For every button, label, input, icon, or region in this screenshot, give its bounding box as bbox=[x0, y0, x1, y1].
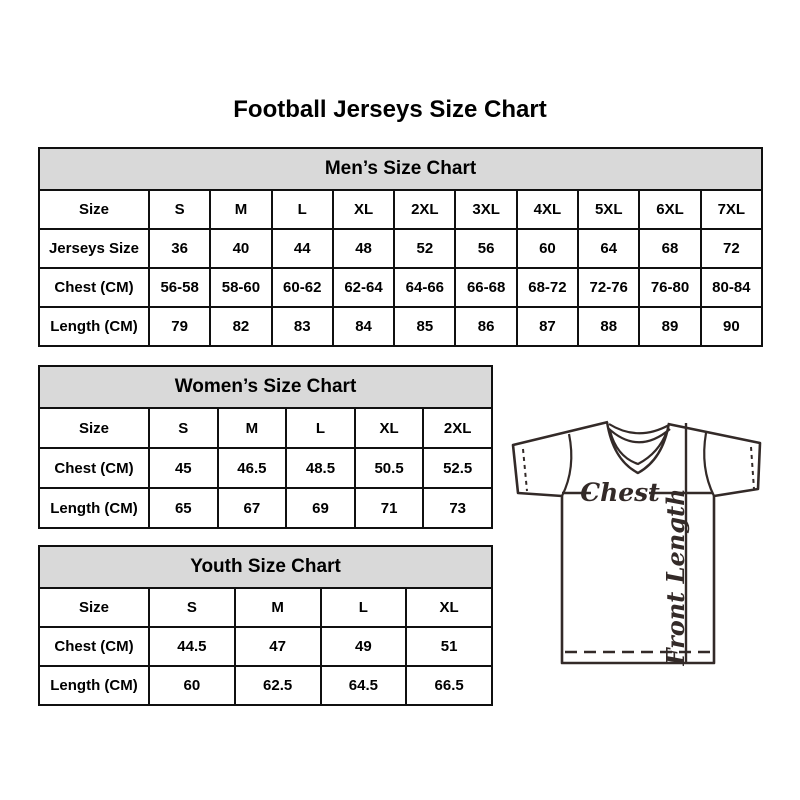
size-cell: 72-76 bbox=[578, 268, 639, 307]
size-cell: 44 bbox=[272, 229, 333, 268]
table-title: Youth Size Chart bbox=[39, 546, 492, 588]
table-row bbox=[39, 408, 492, 448]
size-cell: 72 bbox=[701, 229, 762, 268]
size-cell: 58-60 bbox=[210, 268, 271, 307]
table-title-row bbox=[39, 366, 492, 408]
collar-band-line-2 bbox=[608, 428, 670, 442]
row-label: Size bbox=[39, 588, 149, 627]
size-cell: 52 bbox=[394, 229, 455, 268]
size-cell: 60 bbox=[149, 666, 235, 705]
size-cell: 87 bbox=[517, 307, 578, 346]
size-cell: L bbox=[272, 190, 333, 229]
size-cell: 56-58 bbox=[149, 268, 210, 307]
table-row bbox=[39, 627, 492, 666]
size-cell: 62.5 bbox=[235, 666, 321, 705]
size-cell: 2XL bbox=[394, 190, 455, 229]
size-cell: 79 bbox=[149, 307, 210, 346]
size-cell: 60 bbox=[517, 229, 578, 268]
size-cell: 67 bbox=[218, 488, 287, 528]
size-cell: S bbox=[149, 190, 210, 229]
size-cell: XL bbox=[406, 588, 492, 627]
jersey-diagram bbox=[505, 412, 767, 670]
size-cell: S bbox=[149, 408, 218, 448]
row-label: Length (CM) bbox=[39, 307, 149, 346]
table-title-row bbox=[39, 148, 762, 190]
size-cell: S bbox=[149, 588, 235, 627]
size-cell: 40 bbox=[210, 229, 271, 268]
size-cell: 71 bbox=[355, 488, 424, 528]
size-cell: 49 bbox=[321, 627, 407, 666]
table-row bbox=[39, 268, 762, 307]
size-cell: 64 bbox=[578, 229, 639, 268]
chest-measure-label: Chest bbox=[580, 478, 660, 507]
size-cell: 83 bbox=[272, 307, 333, 346]
table-title: Men’s Size Chart bbox=[39, 148, 762, 190]
size-cell: 66.5 bbox=[406, 666, 492, 705]
size-cell: 36 bbox=[149, 229, 210, 268]
size-cell: 4XL bbox=[517, 190, 578, 229]
row-label: Chest (CM) bbox=[39, 448, 149, 488]
size-cell: M bbox=[210, 190, 271, 229]
size-cell: 45 bbox=[149, 448, 218, 488]
size-cell: 62-64 bbox=[333, 268, 394, 307]
size-cell: 69 bbox=[286, 488, 355, 528]
table-row bbox=[39, 190, 762, 229]
size-cell: 90 bbox=[701, 307, 762, 346]
size-cell: 85 bbox=[394, 307, 455, 346]
table-row bbox=[39, 229, 762, 268]
table-row bbox=[39, 448, 492, 488]
size-cell: 48.5 bbox=[286, 448, 355, 488]
size-cell: 64-66 bbox=[394, 268, 455, 307]
size-cell: 2XL bbox=[423, 408, 492, 448]
size-cell: 3XL bbox=[455, 190, 516, 229]
row-label: Size bbox=[39, 190, 149, 229]
left-armhole-seam bbox=[562, 434, 571, 496]
table-title-row bbox=[39, 546, 492, 588]
row-label: Jerseys Size bbox=[39, 229, 149, 268]
size-cell: 65 bbox=[149, 488, 218, 528]
size-cell: 68 bbox=[639, 229, 700, 268]
size-cell: 76-80 bbox=[639, 268, 700, 307]
size-cell: 56 bbox=[455, 229, 516, 268]
size-cell: 66-68 bbox=[455, 268, 516, 307]
row-label: Chest (CM) bbox=[39, 268, 149, 307]
size-cell: 64.5 bbox=[321, 666, 407, 705]
size-cell: 6XL bbox=[639, 190, 700, 229]
size-cell: 46.5 bbox=[218, 448, 287, 488]
size-cell: 47 bbox=[235, 627, 321, 666]
front-length-measure-label: Front Length bbox=[661, 488, 690, 666]
size-cell: 51 bbox=[406, 627, 492, 666]
size-cell: 7XL bbox=[701, 190, 762, 229]
youth-size-table bbox=[38, 545, 493, 706]
size-cell: 60-62 bbox=[272, 268, 333, 307]
size-cell: 68-72 bbox=[517, 268, 578, 307]
row-label: Size bbox=[39, 408, 149, 448]
left-sleeve-stitch-line bbox=[523, 449, 527, 491]
jersey-outline bbox=[513, 422, 760, 663]
row-label: Chest (CM) bbox=[39, 627, 149, 666]
size-cell: 84 bbox=[333, 307, 394, 346]
size-cell: 89 bbox=[639, 307, 700, 346]
womens-size-table bbox=[38, 365, 493, 529]
row-label: Length (CM) bbox=[39, 666, 149, 705]
row-label: Length (CM) bbox=[39, 488, 149, 528]
collar-band-line-1 bbox=[609, 424, 669, 433]
size-cell: 44.5 bbox=[149, 627, 235, 666]
table-row bbox=[39, 666, 492, 705]
right-armhole-seam bbox=[704, 433, 714, 496]
size-cell: L bbox=[321, 588, 407, 627]
table-row bbox=[39, 588, 492, 627]
size-cell: 5XL bbox=[578, 190, 639, 229]
size-cell: XL bbox=[355, 408, 424, 448]
size-cell: 73 bbox=[423, 488, 492, 528]
mens-size-table bbox=[38, 147, 763, 347]
size-cell: XL bbox=[333, 190, 394, 229]
right-sleeve-stitch-line bbox=[751, 447, 754, 489]
table-row bbox=[39, 307, 762, 346]
table-title: Women’s Size Chart bbox=[39, 366, 492, 408]
size-cell: 88 bbox=[578, 307, 639, 346]
size-cell: 86 bbox=[455, 307, 516, 346]
size-cell: L bbox=[286, 408, 355, 448]
size-cell: 82 bbox=[210, 307, 271, 346]
page-title: Football Jerseys Size Chart bbox=[233, 96, 547, 123]
size-cell: M bbox=[235, 588, 321, 627]
size-cell: 80-84 bbox=[701, 268, 762, 307]
size-cell: 48 bbox=[333, 229, 394, 268]
table-row bbox=[39, 488, 492, 528]
size-cell: 50.5 bbox=[355, 448, 424, 488]
size-cell: 52.5 bbox=[423, 448, 492, 488]
size-cell: M bbox=[218, 408, 287, 448]
